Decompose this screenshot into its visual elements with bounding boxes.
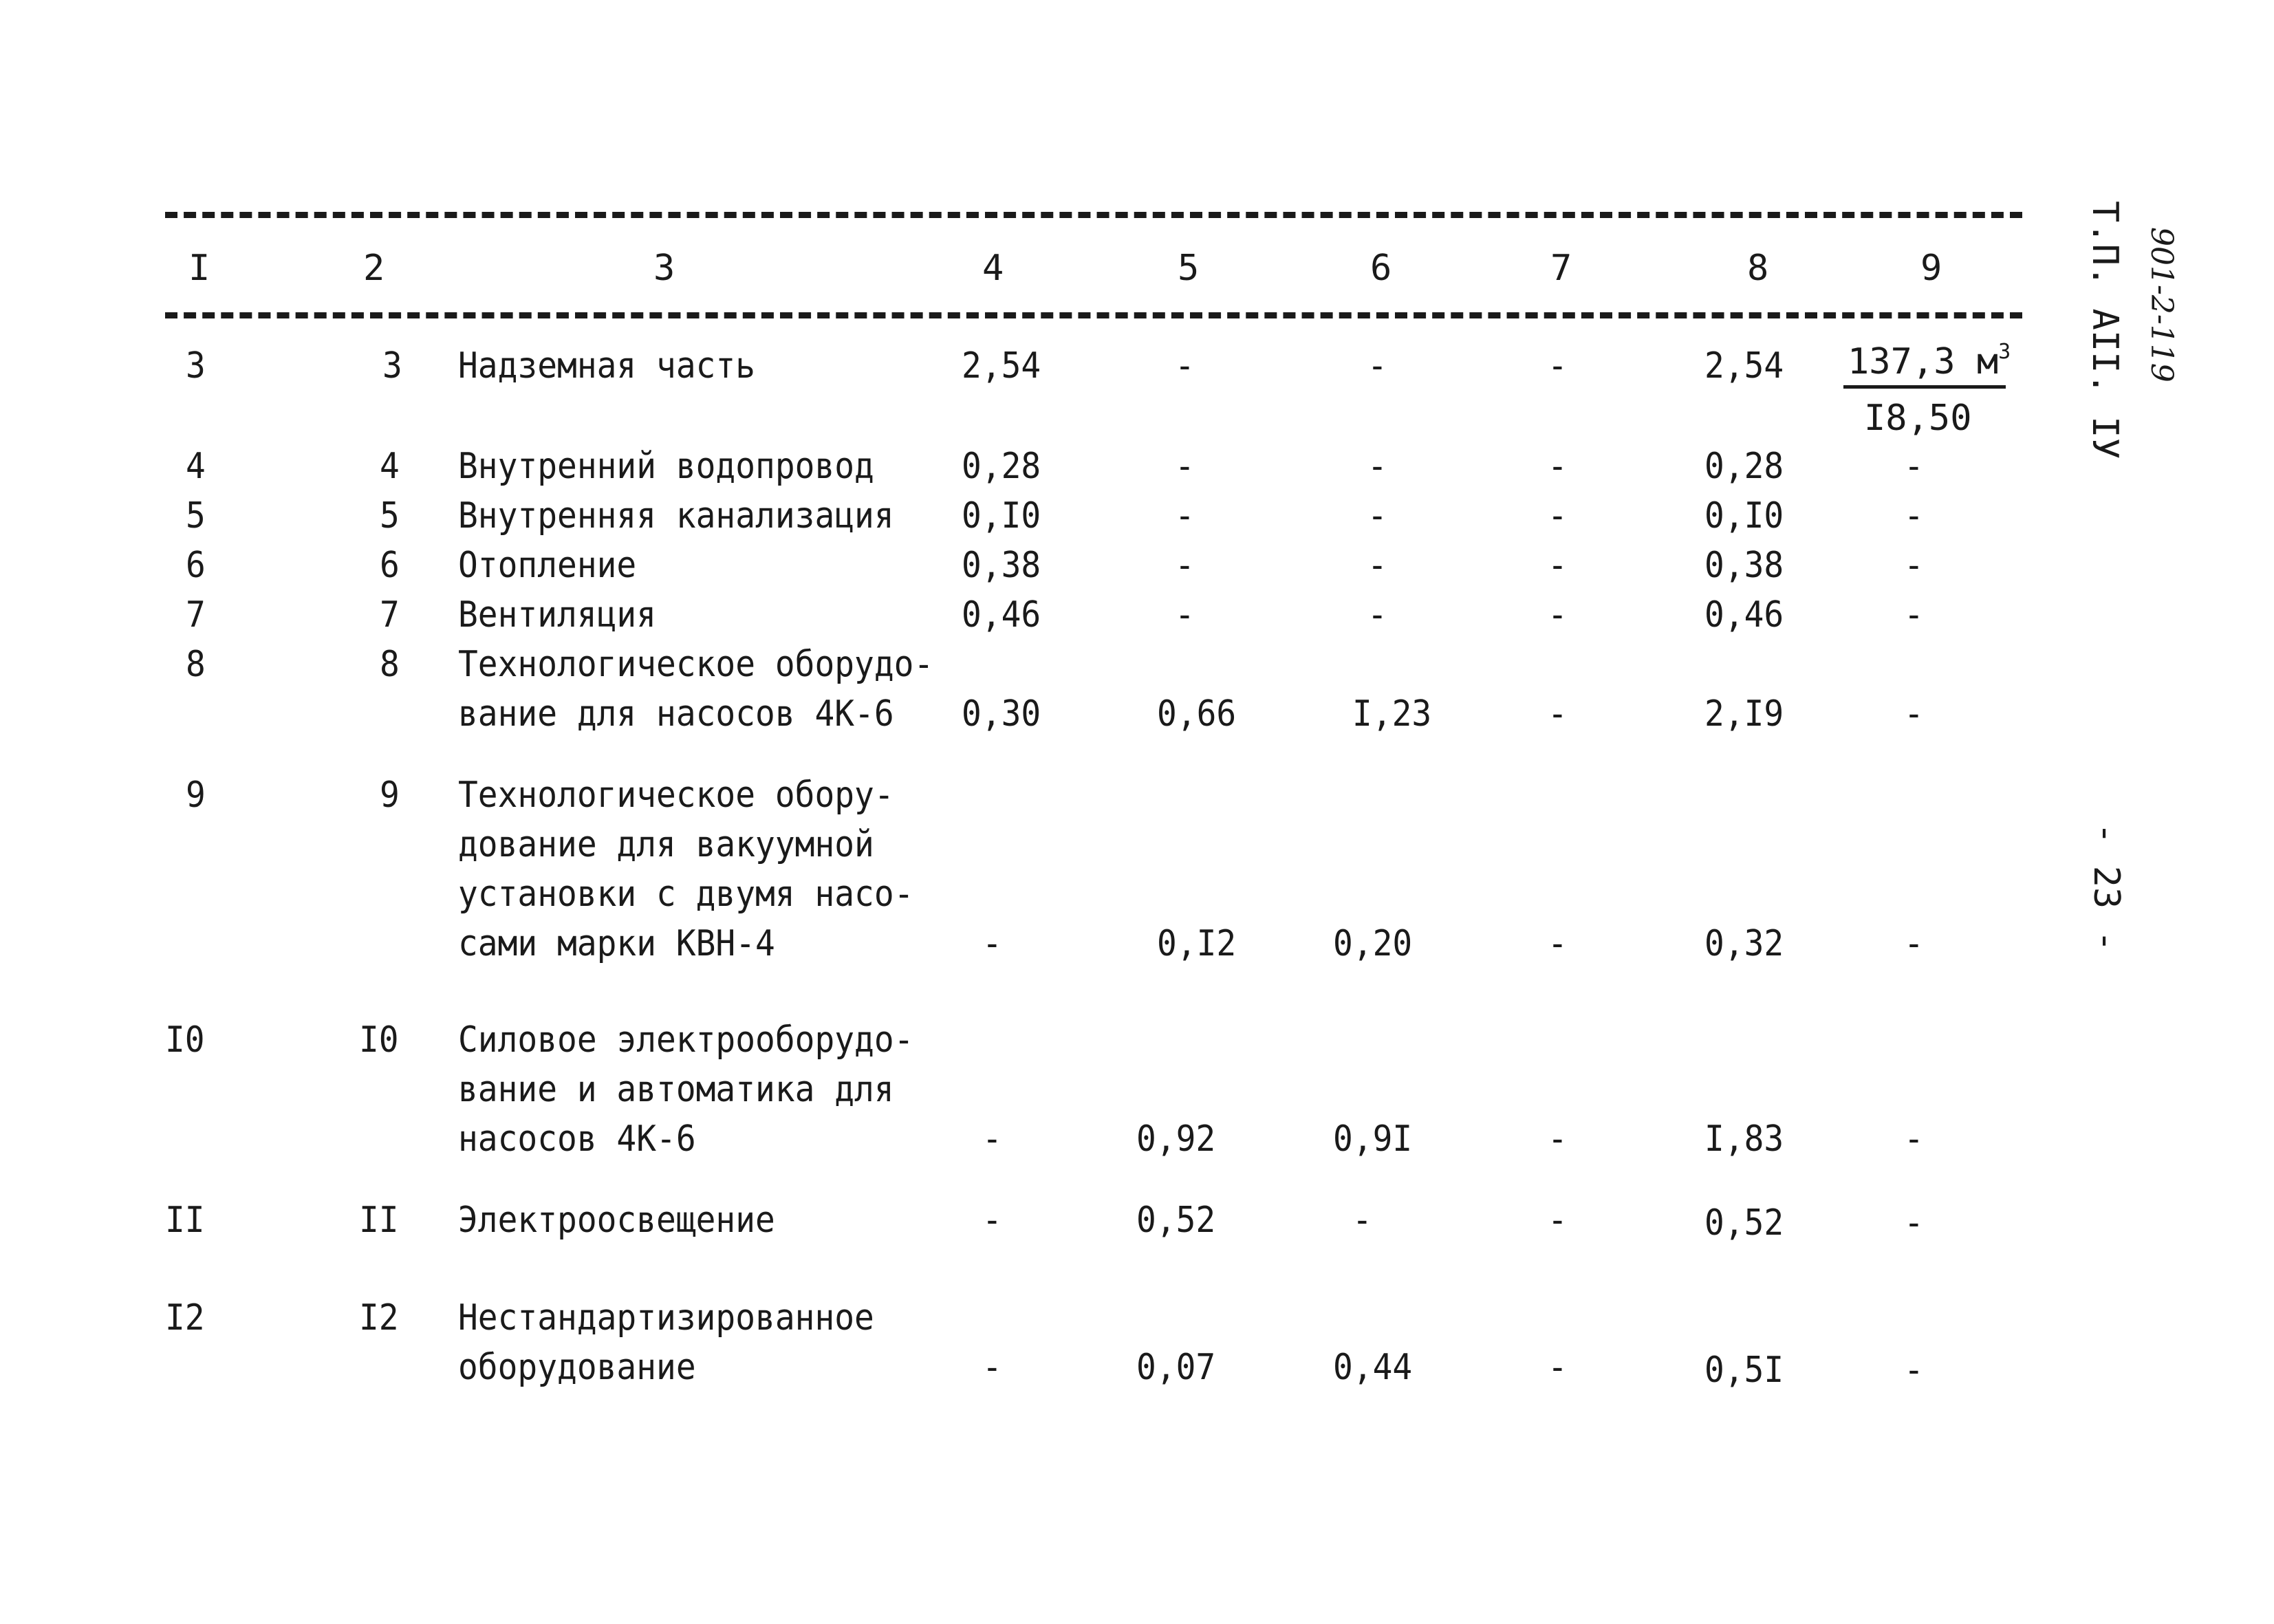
value-col-6: - bbox=[1367, 545, 1387, 586]
value-col-7: - bbox=[1548, 545, 1568, 586]
value-col-4: 0,30 bbox=[962, 693, 1041, 735]
value-col-5: - bbox=[1175, 446, 1195, 487]
row-number: 5 bbox=[186, 495, 206, 537]
desc-line: Силовое электрооборудо- bbox=[458, 1019, 914, 1061]
value-col-9: - bbox=[1904, 1202, 1924, 1244]
row-description bbox=[458, 442, 910, 491]
value-col-7: - bbox=[1548, 1347, 1568, 1388]
desc-line: сами марки КВН-4 bbox=[458, 923, 775, 964]
value-col-4: - bbox=[982, 1347, 1002, 1388]
header-top-rule bbox=[165, 212, 2022, 218]
value-col-9: - bbox=[1904, 693, 1924, 735]
desc-line: дование для вакуумной bbox=[458, 824, 874, 865]
row-description bbox=[458, 1015, 953, 1164]
row-number: 8 bbox=[186, 644, 206, 685]
value-col-7: - bbox=[1548, 345, 1568, 387]
row-description bbox=[458, 1195, 803, 1245]
value-col-7: - bbox=[1548, 495, 1568, 537]
row-number: 9 bbox=[186, 775, 206, 816]
value-col-9-denominator: I8,50 bbox=[1864, 398, 1972, 439]
row-number-2: I2 bbox=[359, 1297, 399, 1339]
value-col-6: - bbox=[1367, 446, 1387, 487]
row-description bbox=[458, 640, 975, 739]
desc-line: вание для насосов 4К-6 bbox=[458, 693, 894, 735]
row-description bbox=[458, 341, 781, 391]
value-col-7: - bbox=[1548, 923, 1568, 964]
row-description bbox=[458, 1293, 910, 1392]
value-col-9-numerator: 137,3 $м^3$ bbox=[1848, 340, 2011, 382]
value-col-8: 0,46 bbox=[1704, 594, 1784, 636]
value-col-5: 0,92 bbox=[1136, 1118, 1216, 1160]
row-number: 6 bbox=[186, 545, 206, 586]
row-number: II bbox=[165, 1200, 205, 1241]
row-number-2: II bbox=[359, 1200, 399, 1241]
row-number-2: 4 bbox=[380, 446, 400, 487]
value-col-4: - bbox=[982, 1118, 1002, 1160]
value-col-7: - bbox=[1548, 594, 1568, 636]
row-number-2: 6 bbox=[380, 545, 400, 586]
header-col-4: 4 bbox=[982, 248, 1004, 289]
value-col-9: - bbox=[1904, 594, 1924, 636]
value-col-6: - bbox=[1352, 1200, 1372, 1241]
desc-line: Технологическое обору- bbox=[458, 775, 894, 816]
value-col-5: 0,52 bbox=[1136, 1200, 1216, 1241]
row-number-2: 7 bbox=[380, 594, 400, 636]
value-col-6: - bbox=[1367, 345, 1387, 387]
desc-line: вание и автоматика для bbox=[458, 1069, 894, 1110]
value-col-5: 0,07 bbox=[1136, 1347, 1216, 1388]
desc-line: Технологическое оборудо- bbox=[458, 644, 934, 685]
header-col-5: 5 bbox=[1178, 248, 1200, 289]
page-number: - 23 - bbox=[2086, 823, 2127, 952]
value-col-8: 0,I0 bbox=[1704, 495, 1784, 537]
value-col-8: 2,I9 bbox=[1704, 693, 1784, 735]
header-col-2: 2 bbox=[363, 248, 385, 289]
fraction-line bbox=[1843, 385, 2006, 389]
value-col-4: 0,I0 bbox=[962, 495, 1041, 537]
header-bottom-rule bbox=[165, 312, 2022, 318]
desc-line: Вентиляция bbox=[458, 594, 657, 636]
row-number: 7 bbox=[186, 594, 206, 636]
desc-line: Электроосвещение bbox=[458, 1200, 775, 1241]
value-col-8: 0,52 bbox=[1704, 1202, 1784, 1244]
row-number-2: I0 bbox=[359, 1019, 399, 1061]
row-number-2: 3 bbox=[382, 345, 402, 387]
row-description bbox=[458, 491, 932, 541]
value-col-4: 0,38 bbox=[962, 545, 1041, 586]
value-col-4: - bbox=[982, 923, 1002, 964]
desc-line: Надземная часть bbox=[458, 345, 756, 387]
value-col-8: 0,28 bbox=[1704, 446, 1784, 487]
header-col-7: 7 bbox=[1550, 248, 1572, 289]
value-col-5: - bbox=[1175, 495, 1195, 537]
desc-line: Отопление bbox=[458, 545, 637, 586]
row-number: I2 bbox=[165, 1297, 205, 1339]
value-col-6: 0,9I bbox=[1333, 1118, 1413, 1160]
row-description bbox=[458, 770, 953, 968]
value-col-4: 0,28 bbox=[962, 446, 1041, 487]
value-col-4: 2,54 bbox=[962, 345, 1041, 387]
value-col-6: 0,44 bbox=[1333, 1347, 1413, 1388]
header-col-3: 3 bbox=[653, 248, 675, 289]
header-col-6: 6 bbox=[1370, 248, 1392, 289]
value-col-7: - bbox=[1548, 446, 1568, 487]
header-col-9: 9 bbox=[1920, 248, 1942, 289]
desc-line: Внутренняя канализация bbox=[458, 495, 894, 537]
row-number-2: 8 bbox=[380, 644, 400, 685]
value-col-6: I,23 bbox=[1352, 693, 1432, 735]
value-col-9: - bbox=[1904, 446, 1924, 487]
value-col-9: - bbox=[1904, 923, 1924, 964]
value-col-9: - bbox=[1904, 1350, 1924, 1391]
desc-line: Нестандартизированное bbox=[458, 1297, 874, 1339]
value-col-9: - bbox=[1904, 545, 1924, 586]
row-description bbox=[458, 590, 673, 640]
row-number: 3 bbox=[186, 345, 206, 387]
value-col-5: - bbox=[1175, 594, 1195, 636]
header-col-1: I bbox=[188, 248, 210, 289]
value-col-5: - bbox=[1175, 545, 1195, 586]
value-col-5: 0,I2 bbox=[1157, 923, 1237, 964]
value-col-4: - bbox=[982, 1200, 1002, 1241]
row-number-2: 9 bbox=[380, 775, 400, 816]
value-col-4: 0,46 bbox=[962, 594, 1041, 636]
value-col-7: - bbox=[1548, 693, 1568, 735]
row-number: I0 bbox=[165, 1019, 205, 1061]
value-col-7: - bbox=[1548, 1118, 1568, 1160]
value-col-8: 0,5I bbox=[1704, 1350, 1784, 1391]
margin-handwritten-number: 901-2-119 bbox=[2144, 227, 2179, 382]
value-col-8: I,83 bbox=[1704, 1118, 1784, 1160]
value-col-7: - bbox=[1548, 1200, 1568, 1241]
row-number-2: 5 bbox=[380, 495, 400, 537]
value-col-8: 0,32 bbox=[1704, 923, 1784, 964]
desc-line: установки с двумя насо- bbox=[458, 874, 914, 915]
margin-document-code: Т.П. АII. IУ bbox=[2084, 201, 2125, 459]
row-description bbox=[458, 541, 652, 590]
value-col-8: 0,38 bbox=[1704, 545, 1784, 586]
value-col-6: - bbox=[1367, 495, 1387, 537]
desc-line: Внутренний водопровод bbox=[458, 446, 874, 487]
desc-line: насосов 4К-6 bbox=[458, 1118, 696, 1160]
value-col-9: - bbox=[1904, 1118, 1924, 1160]
value-col-5: 0,66 bbox=[1157, 693, 1237, 735]
desc-line: оборудование bbox=[458, 1347, 696, 1388]
value-col-6: 0,20 bbox=[1333, 923, 1413, 964]
value-col-8: 2,54 bbox=[1704, 345, 1784, 387]
header-col-8: 8 bbox=[1747, 248, 1769, 289]
value-col-9: - bbox=[1904, 495, 1924, 537]
value-col-5: - bbox=[1175, 345, 1195, 387]
row-number: 4 bbox=[186, 446, 206, 487]
value-col-6: - bbox=[1367, 594, 1387, 636]
